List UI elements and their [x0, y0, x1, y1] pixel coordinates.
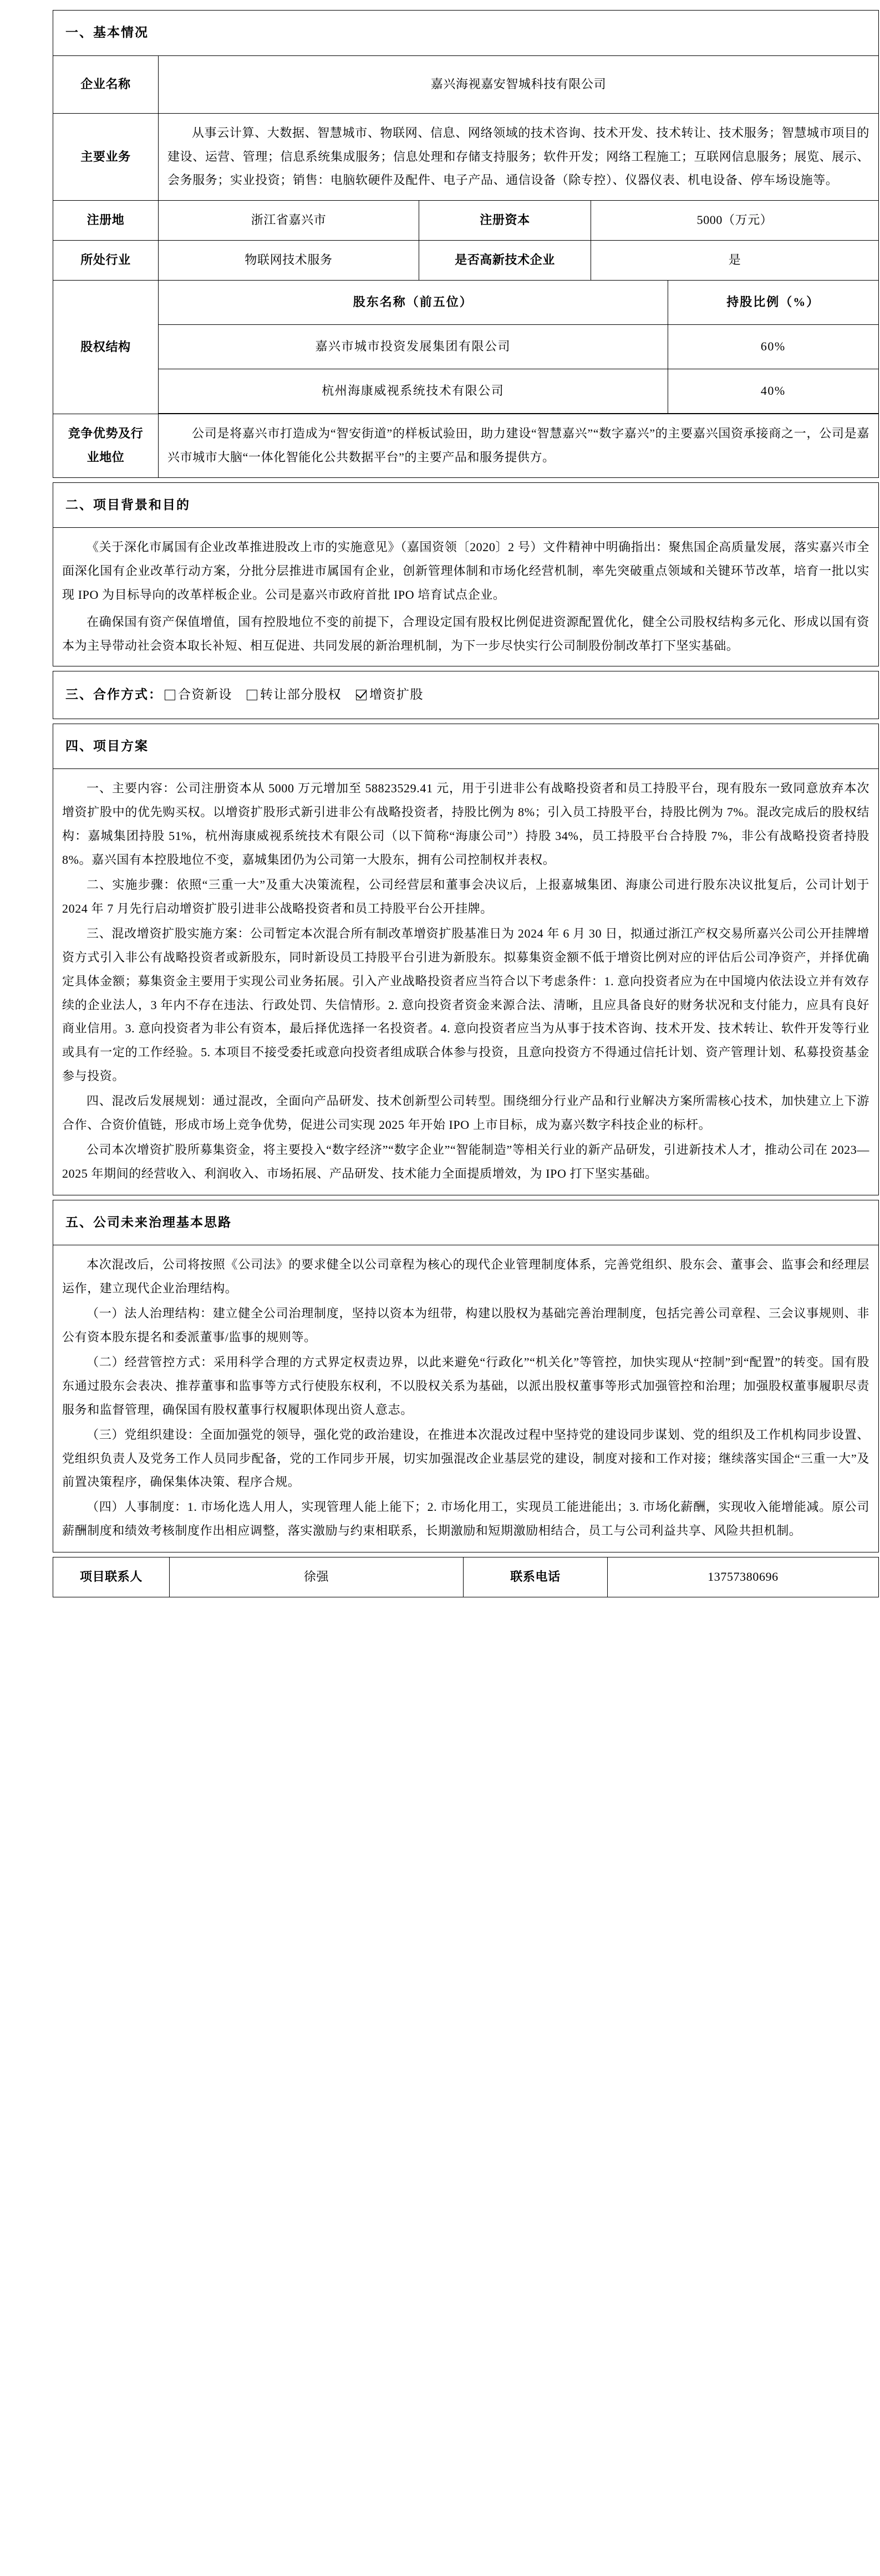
registration-row — [53, 201, 879, 241]
shareholder-table-body — [159, 281, 878, 413]
checkbox-unchecked-icon[interactable] — [165, 690, 175, 700]
shareholder-pct: 40% — [668, 369, 878, 413]
section-1-table — [53, 10, 879, 478]
coop-option-capital-increase[interactable] — [356, 683, 424, 707]
governance-paragraph-2: （一）法人治理结构：建立健全公司治理制度，坚持以资本为纽带，构建以股权为基础完善治理制度，包括完善公司章程、三会议事规则、非公有资本股东提名和委派董事/监事的规则等。 — [62, 1306, 869, 1345]
advantage-row — [53, 414, 879, 477]
equity-structure-row — [53, 281, 879, 414]
section-1-heading-row — [53, 11, 879, 56]
section-2-body-row — [53, 528, 879, 666]
equity-structure-table-cell — [159, 281, 879, 414]
governance-paragraph-3: （二）经营管控方式：采用科学合理的方式界定权责边界，以此来避免“行政化”“机关化”等管控，加快实现从“控制”到“配置”的转变。国有股东通过股东会表决、推荐董事和监事等方式行使股东权利，不以股权关系为基础，以派出股权董事等形式加强管控和治理；加强股权董事履职尽责服务和监督管理，确保国有股权董事行权履职体现出资人意志。 — [62, 1355, 869, 1417]
checkbox-checked-icon[interactable] — [356, 690, 367, 700]
advantage-text: 公司是将嘉兴市打造成为“智安街道”的样板试验田，助力建设“智慧嘉兴”“数字嘉兴”的主要嘉兴国资承接商之一，公司是嘉兴市城市大脑“一体化智能化公共数据平台”的主要产品和服务提供方。 — [167, 426, 869, 464]
cooperation-method-cell — [53, 671, 879, 719]
contact-person-value: 徐强 — [170, 1557, 464, 1597]
company-name-row — [53, 55, 879, 113]
shareholder-pct: 60% — [668, 325, 878, 369]
main-business-label: 主要业务 — [53, 113, 159, 201]
checkbox-unchecked-icon[interactable] — [247, 690, 257, 700]
plan-body — [53, 769, 879, 1195]
section-5-heading-row — [53, 1200, 879, 1245]
plan-paragraph-1: 一、主要内容：公司注册资本从 5000 万元增加至 58823529.41 元，用于引进非公有战略投资者和员工持股平台，现有股东一致同意放弃本次增资扩股中的优先购买权。以增资扩股形式新引进非公有战略投资者，持股比例为 8%；引入员工持股平台，持股比例为 7%。混改完成后的股权结构：嘉城集团持股 51%，杭州海康威视系统技术有限公司（以下简称“海康公司”）持股 34%，员工持股平台合持股 7%，非公有战略投资者持股 8%。嘉兴国有本控股地位不变，嘉城集团仍为公司第一大股东，拥有公司控制权并表权。 — [62, 781, 869, 867]
coop-option-transfer-equity[interactable] — [247, 683, 342, 707]
contact-phone-label: 联系电话 — [464, 1557, 608, 1597]
industry-value: 物联网技术服务 — [159, 241, 419, 281]
plan-paragraph-5: 公司本次增资扩股所募集资金，将主要投入“数字经济”“数字企业”“智能制造”等相关行业的新产品研发，引进新技术人才，推动公司在 2023—2025 年期间的经营收入、利润收入、市场拓展、产品研发、技术能力全面提质增效，为 IPO 打下坚实基础。 — [62, 1142, 869, 1180]
contact-row — [53, 1557, 879, 1597]
reg-capital-value: 5000（万元） — [591, 201, 879, 241]
company-name-value: 嘉兴海视嘉安智城科技有限公司 — [159, 55, 879, 113]
section-2-heading-row — [53, 482, 879, 528]
governance-body — [53, 1245, 879, 1552]
section-2-title: 二、项目背景和目的 — [53, 482, 879, 528]
section-1-title: 一、基本情况 — [53, 11, 879, 56]
shareholder-name: 嘉兴市城市投资发展集团有限公司 — [159, 325, 668, 369]
equity-structure-label: 股权结构 — [53, 281, 159, 414]
coop-option-label: 合资新设 — [178, 687, 232, 701]
coop-option-label: 转让部分股权 — [260, 687, 342, 701]
hightech-label: 是否高新技术企业 — [419, 241, 591, 281]
section-2-table — [53, 482, 879, 666]
reg-capital-label: 注册资本 — [419, 201, 591, 241]
plan-paragraph-2: 二、实施步骤：依照“三重一大”及重大决策流程，公司经营层和董事会决议后，上报嘉城集团、海康公司进行股东决议批复后，公司计划于 2024 年 7 月先行启动增资扩股引进非公战略投资者和员工持股平台公开挂牌。 — [62, 878, 869, 915]
plan-paragraph-4: 四、混改后发展规划：通过混改，全面向产品研发、技术创新型公司转型。围绕细分行业产品和行业解决方案所需核心技术，加快建立上下游合作、合资价值链，形成市场上竞争优势，促进公司实现 2025 年开始 IPO 上市目标，成为嘉兴数字科技企业的标杆。 — [62, 1094, 869, 1132]
governance-paragraph-5: （四）人事制度：1. 市场化选人用人，实现管理人能上能下；2. 市场化用工，实现员工能进能出；3. 市场化薪酬，实现收入能增能减。原公司薪酬制度和绩效考核制度作出相应调整，落实激励与约束相联系，长期激励和短期激励相结合，员工与公司利益共享、风险共担机制。 — [62, 1500, 869, 1538]
section-3-title: 三、合作方式： — [65, 687, 162, 701]
advantage-label: 竞争优势及行业地位 — [53, 414, 159, 477]
section-5-table — [53, 1200, 879, 1552]
section-5-title: 五、公司未来治理基本思路 — [53, 1200, 879, 1245]
governance-paragraph-4: （三）党组织建设：全面加强党的领导，强化党的政治建设，在推进本次混改过程中坚持党的建设同步谋划、党的组织及工作机构同步设置、党组织负责人及党务工作人员同步配备，党的工作同步开展，切实加强混改企业基层党的建设，制度对接和工作对接；继续落实国企“三重一大”及前置决策程序，确保集体决策、程序合规。 — [62, 1427, 869, 1489]
background-paragraph-1: 《关于深化市属国有企业改革推进股改上市的实施意见》（嘉国资领〔2020〕2 号）文件精神中明确指出：聚焦国企高质量发展，落实嘉兴市全面深化国有企业改革行动方案，分批分层推进市属国有企业，创新管理体制和市场化经营机制，率先突破重点领域和关键环节改革，培育一批以实现 IPO 为目标导向的改革样板企业。公司是嘉兴市政府首批 IPO 培育试点企业。 — [62, 540, 869, 602]
hightech-value: 是 — [591, 241, 879, 281]
shareholder-header-row — [159, 281, 878, 324]
reg-place-value: 浙江省嘉兴市 — [159, 201, 419, 241]
table-row — [159, 325, 878, 369]
plan-paragraph-3: 三、混改增资扩股实施方案：公司暂定本次混合所有制改革增资扩股基准日为 2024 年 6 月 30 日，拟通过浙江产权交易所嘉兴公司公开挂牌增资方式引入非公有战略投资者或新股东，同时新设员工持股平台引进为新股东。拟募集资金额不低于增资比例对应的评估后公司净资产，并择优确定具体金额；募集资金主要用于实现公司业务拓展。引入产业战略投资者应当符合以下考虑条件：1. 意向投资者应为在中国境内依法设立并有效存续的企业法人，3 年内不存在违法、行政处罚、失信情形。2. 意向投资者资金来源合法、清晰，且应具备良好的财务状况和支付能力，应具有良好商业信用。3. 意向投资者为非公有资本，最后择优选择一名投资者。4. 意向投资者应当为从事于技术咨询、技术开发、技术转让、软件开发等行业或具有一定的工作经验。5. 本项目不接受委托或意向投资者组成联合体参与投资，且意向投资方不得通过信托计划、资产管理计划、私募投资基金参与投资。 — [62, 926, 869, 1083]
industry-label: 所处行业 — [53, 241, 159, 281]
section-3-table — [53, 671, 879, 719]
coop-option-label: 增资扩股 — [369, 687, 424, 701]
section-4-table — [53, 724, 879, 1195]
main-business-row — [53, 113, 879, 201]
section-5-body-row — [53, 1245, 879, 1552]
background-body — [53, 528, 879, 666]
section-4-title: 四、项目方案 — [53, 724, 879, 769]
contact-person-label: 项目联系人 — [53, 1557, 170, 1597]
contact-phone-value: 13757380696 — [608, 1557, 879, 1597]
shareholder-table — [159, 281, 878, 414]
industry-row — [53, 241, 879, 281]
section-4-body-row — [53, 769, 879, 1195]
cooperation-method-row — [53, 671, 879, 719]
shareholder-pct-header: 持股比例（%） — [668, 281, 878, 324]
main-business-value — [159, 113, 879, 201]
table-row — [159, 369, 878, 413]
company-name-label: 企业名称 — [53, 55, 159, 113]
main-business-text: 从事云计算、大数据、智慧城市、物联网、信息、网络领域的技术咨询、技术开发、技术转让、技术服务；智慧城市项目的建设、运营、管理；信息系统集成服务；信息处理和存储支持服务；软件开发；网络工程施工；互联网信息服务；展览、展示、会务服务；实业投资；销售：电脑软硬件及配件、电子产品、通信设备（除专控）、仪器仪表、机电设备、停车场设施等。 — [167, 125, 869, 187]
section-4-heading-row — [53, 724, 879, 769]
advantage-value — [159, 414, 879, 477]
contact-table — [53, 1557, 879, 1597]
shareholder-name-header: 股东名称（前五位） — [159, 281, 668, 324]
coop-option-joint-venture[interactable] — [165, 683, 232, 707]
shareholder-name: 杭州海康威视系统技术有限公司 — [159, 369, 668, 413]
reg-place-label: 注册地 — [53, 201, 159, 241]
governance-paragraph-1: 本次混改后，公司将按照《公司法》的要求健全以公司章程为核心的现代企业管理制度体系，完善党组织、股东会、董事会、监事会和经理层运作，建立现代企业治理结构。 — [62, 1258, 869, 1296]
background-paragraph-2: 在确保国有资产保值增值，国有控股地位不变的前提下，合理设定国有股权比例促进资源配置优化，健全公司股权结构多元化、形成以国有资本为主导带动社会资本取长补短、相互促进、共同发展的新治理机制，为下一步尽快实行公司制股份制改革打下坚实基础。 — [62, 615, 869, 653]
